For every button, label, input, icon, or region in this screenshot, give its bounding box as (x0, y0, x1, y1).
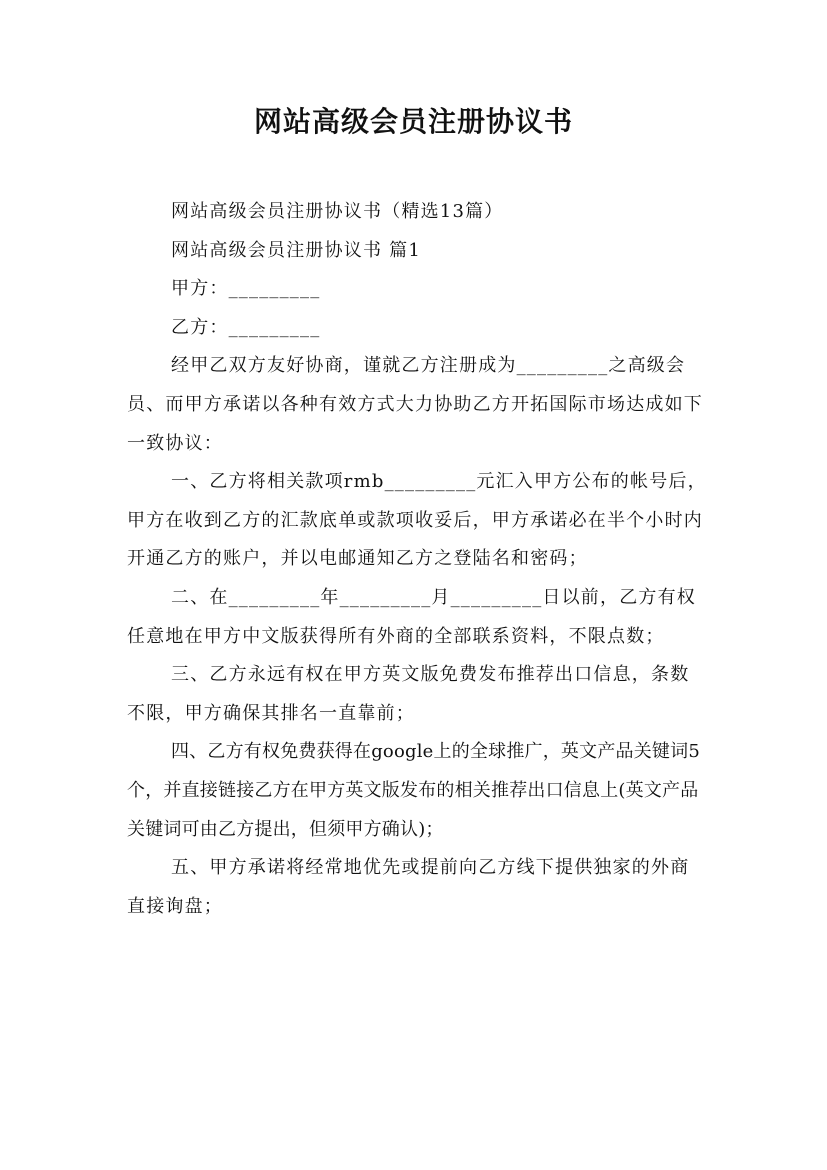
paragraph-party-a: 甲方：_________ (171, 278, 321, 300)
paragraph-clause-4: 四、乙方有权免费获得在google上的全球推广，英文产品关键词5个，并直接链接乙方在甲方英文版发布的相关推荐出口信息上(英文产品关键词可由乙方提出，但须甲方确认)； (127, 741, 700, 840)
paragraph-clause-5: 五、甲方承诺将经常地优先或提前向乙方线下提供独家的外商直接询盘； (127, 857, 690, 917)
paragraph-subtitle: 网站高级会员注册协议书（精选13篇） (171, 201, 504, 222)
paragraph-clause-2: 二、在_________年_________月_________日以前，乙方有权任意地在甲方中文版获得所有外商的全部联系资料，不限点数； (127, 586, 696, 647)
paragraph-preamble: 经甲乙双方友好协商，谨就乙方注册成为_________之高级会员、而甲方承诺以各种有效方式大力协助乙方开拓国际市场达成如下一致协议： (127, 355, 703, 454)
document-title: 网站高级会员注册协议书 (253, 105, 573, 138)
document-body (127, 193, 707, 926)
paragraph-party-b: 乙方：_________ (171, 316, 321, 338)
paragraph-clause-3: 三、乙方永远有权在甲方英文版免费发布推荐出口信息，条数不限，甲方确保其排名一直靠前； (127, 664, 690, 724)
paragraph-section-heading: 网站高级会员注册协议书 篇1 (171, 239, 421, 261)
paragraph-clause-1: 一、乙方将相关款项rmb_________元汇入甲方公布的帐号后，甲方在收到乙方的汇款底单或款项收妥后，甲方承诺必在半个小时内开通乙方的账户，并以电邮通知乙方之登陆名和密码； (127, 471, 707, 570)
